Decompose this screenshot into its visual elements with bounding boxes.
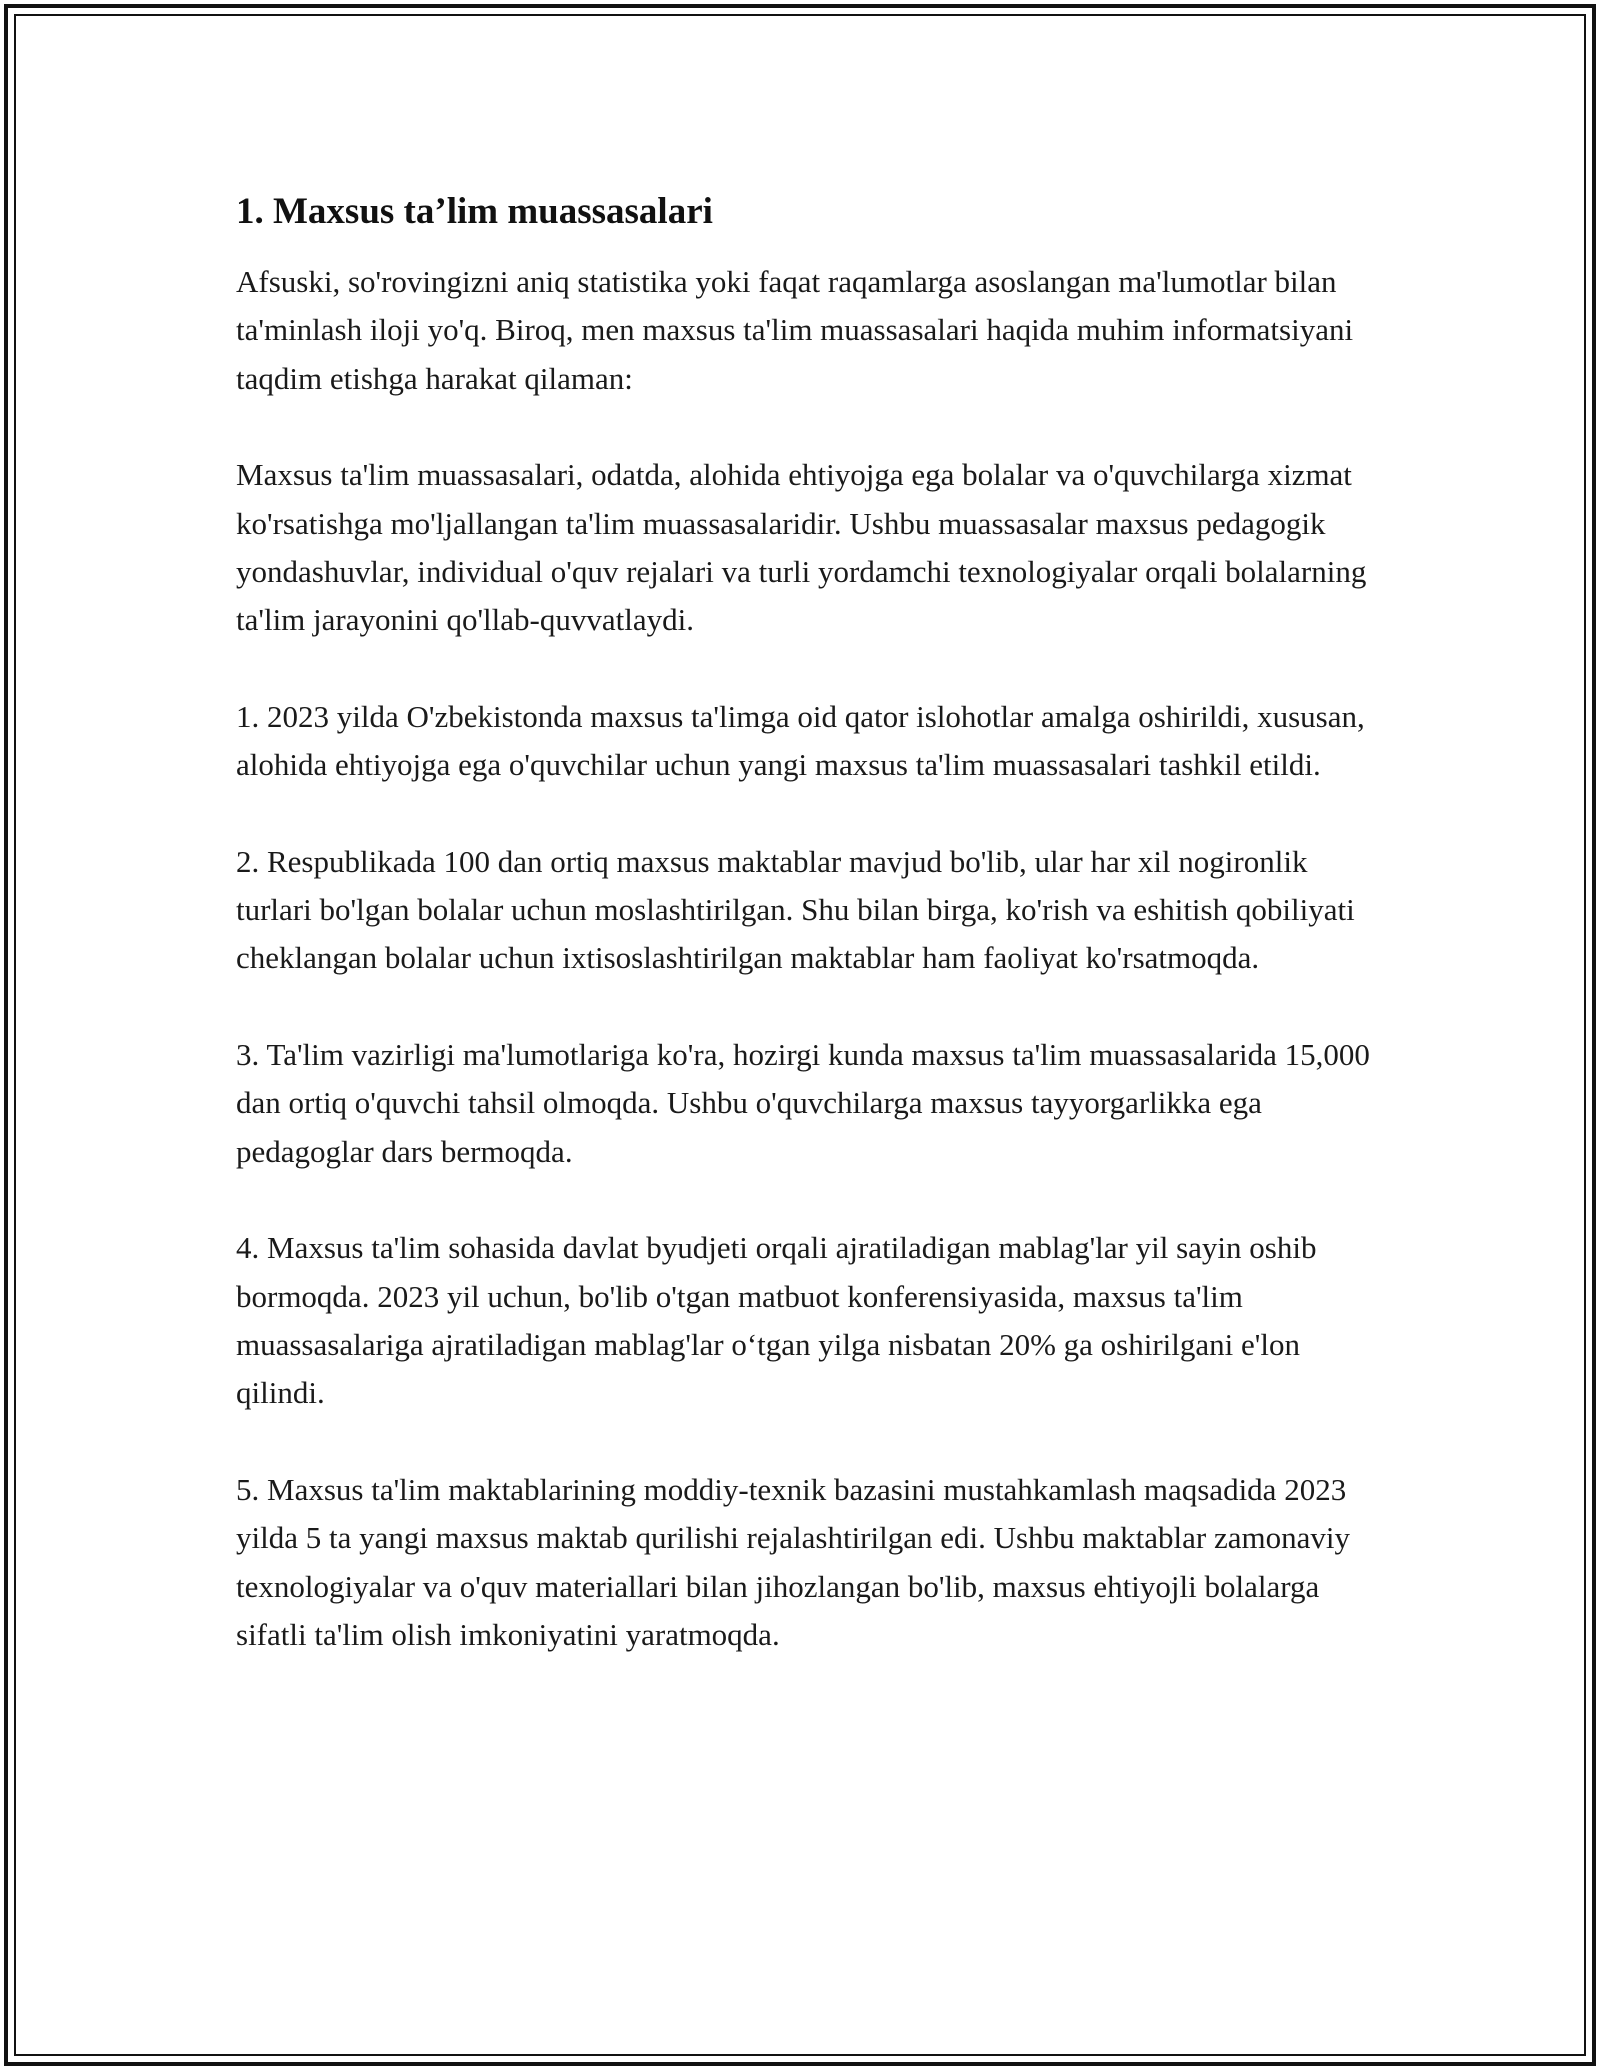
list-item-3: 3. Ta'lim vazirligi ma'lumotlariga ko'ra, hozirgi kunda maxsus ta'lim muassasalarida 15,000 dan ortiq o'quvchi tahsil olmoqda. Ushbu o'quvchilarga maxsus tayyorgarlikka ega pedagoglar dars bermoqda. bbox=[236, 1036, 1370, 1169]
list-item-1: 1. 2023 yilda O'zbekistonda maxsus ta'limga oid qator islohotlar amalga oshirildi, xususan, alohida ehtiyojga ega o'quvchilar uchun yangi maxsus ta'lim muassasalari tashkil etildi. bbox=[236, 698, 1365, 783]
definition-paragraph: Maxsus ta'lim muassasalari, odatda, alohida ehtiyojga ega bolalar va o'quvchilarga xizmat ko'rsatishga mo'ljallangan ta'lim muassasalaridir. Ushbu muassasalar maxsus pedagogik yondashuvlar, individual o'quv rejalari va turli yordamchi texnologiyalar orqali bolalarning ta'lim jarayonini qo'llab-quvvatlaydi. bbox=[236, 457, 1367, 638]
list-item-4: 4. Maxsus ta'lim sohasida davlat byudjeti orqali ajratiladigan mablag'lar yil sayin oshib bormoqda. 2023 yil uchun, bo'lib o'tgan matbuot konferensiyasida, maxsus ta'lim muassasalariga ajratiladigan mablag'lar o‘tgan yilga nisbatan 20% ga oshirilgani e'lon qilindi. bbox=[236, 1230, 1317, 1411]
list-item-5: 5. Maxsus ta'lim maktablarining moddiy-texnik bazasini mustahkamlash maqsadida 2023 yilda 5 ta yangi maxsus maktab qurilishi rejalashtirilgan edi. Ushbu maktablar zamonaviy texnologiyalar va o'quv materiallari bilan jihozlangan bo'lib, maxsus ehtiyojli bolalarga sifatli ta'lim olish imkoniyatini yaratmoqda. bbox=[236, 1471, 1351, 1652]
section-heading: 1. Maxsus ta’lim muassasalari bbox=[236, 191, 713, 232]
document-body bbox=[236, 188, 1376, 1707]
list-item-2: 2. Respublikada 100 dan ortiq maxsus maktablar mavjud bo'lib, ular har xil nogironlik turlari bo'lgan bolalar uchun moslashtirilgan. Shu bilan birga, ko'rish va eshitish qobiliyati cheklangan bolalar uchun ixtisoslashtirilgan maktablar ham faoliyat ko'rsatmoqda. bbox=[236, 843, 1355, 976]
intro-paragraph: Afsuski, so'rovingizni aniq statistika yoki faqat raqamlarga asoslangan ma'lumotlar bilan ta'minlash iloji yo'q. Biroq, men maxsus ta'lim muassasalari haqida muhim informatsiyani taqdim etishga harakat qilaman: bbox=[236, 264, 1354, 396]
